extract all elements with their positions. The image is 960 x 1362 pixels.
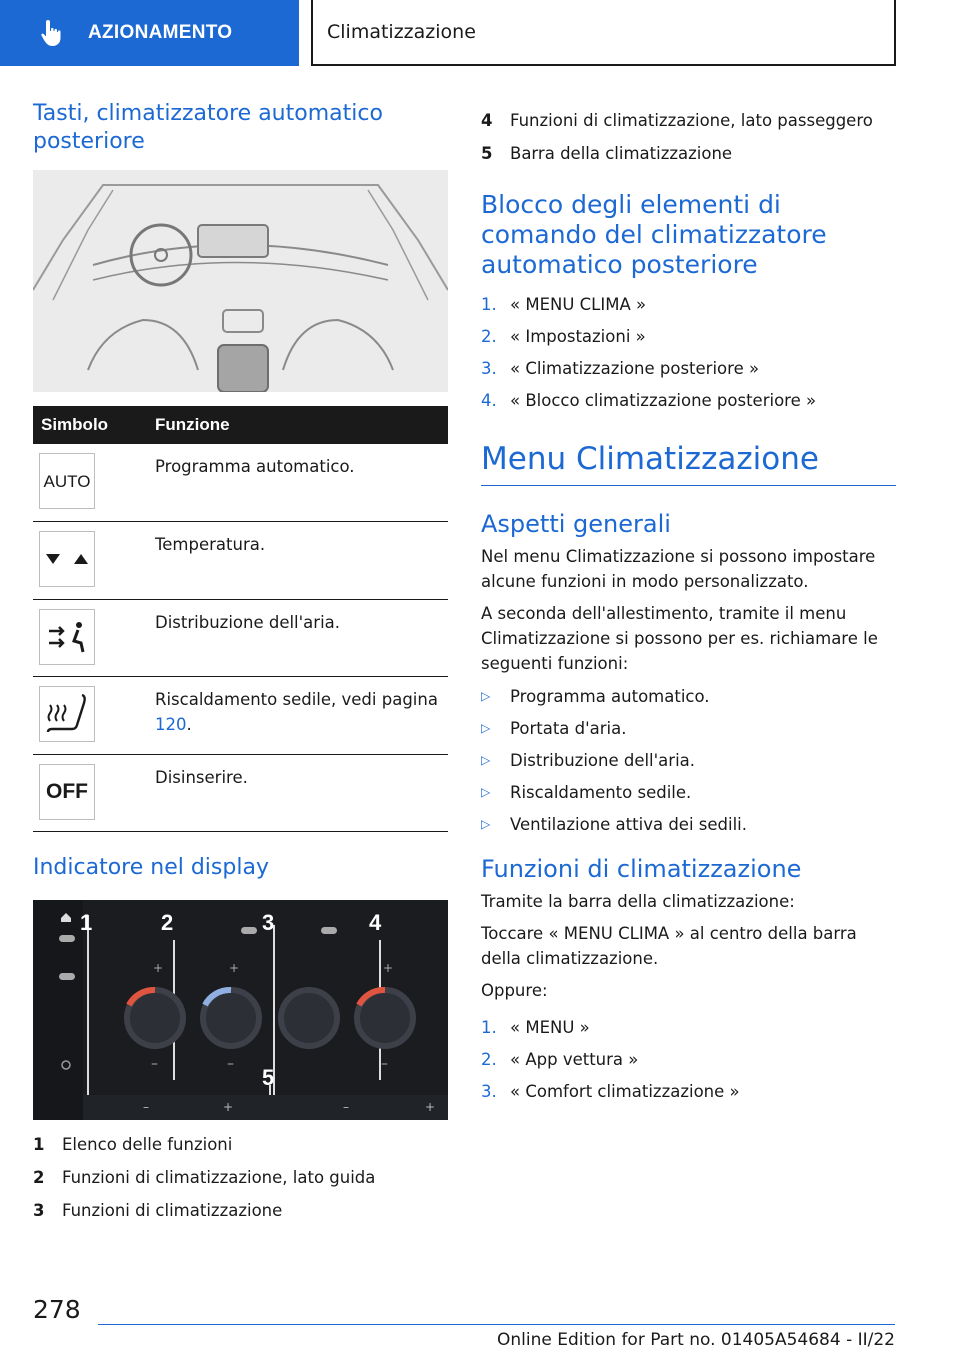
- function-text: Riscaldamento sedile, vedi pagina 120.: [155, 677, 448, 755]
- main-heading-block: [481, 439, 896, 486]
- menu-steps-list: [481, 1015, 896, 1104]
- paragraph: Nel menu Climatizzazione si possono impostare alcune funzioni in modo personalizzato.: [481, 547, 876, 591]
- list-item: 3 Funzioni di climatizzazione: [33, 1201, 283, 1220]
- paragraph: A seconda dell'allestimento, tramite il menu Climatizzazione si possono per es. richiamare le seguenti funzioni:: [481, 604, 878, 673]
- left-column: [33, 100, 448, 1231]
- auto-button-icon: AUTO: [39, 453, 95, 509]
- table-row: [33, 522, 448, 600]
- page-number: 278: [33, 1295, 81, 1324]
- bullet-triangle-icon: ▷: [481, 721, 491, 735]
- air-distribution-icon: [39, 609, 95, 665]
- list-item: 1. « MENU »: [481, 1018, 590, 1037]
- col-header-symbol: Simbolo: [33, 406, 155, 444]
- svg-text:+: +: [383, 961, 394, 975]
- section-title: AZIONAMENTO: [88, 22, 233, 43]
- paragraph: Tramite la barra della climatizzazione:: [481, 892, 795, 911]
- list-item: ▷ Riscaldamento sedile.: [481, 780, 896, 805]
- svg-text:–: –: [143, 1100, 149, 1114]
- callout-1: 1: [80, 910, 93, 935]
- list-item: ▷ Portata d'aria.: [481, 716, 896, 741]
- right-column: [481, 108, 896, 1111]
- heading-control-lock: Blocco degli elementi di comando del climatizzatore automatico posteriore: [481, 190, 827, 279]
- heading-overview: Aspetti generali: [481, 510, 671, 538]
- list-item: 2 Funzioni di climatizzazione, lato guida: [33, 1168, 376, 1187]
- symbol-table: [33, 406, 448, 832]
- climate-display-screenshot: [33, 900, 448, 1120]
- list-item: ▷ Distribuzione dell'aria.: [481, 748, 896, 773]
- lock-steps-list: [481, 292, 896, 413]
- off-button-icon: OFF: [39, 764, 95, 820]
- hand-pointer-icon: [36, 17, 68, 49]
- svg-text:–: –: [343, 1100, 349, 1114]
- footer-divider: [98, 1324, 895, 1325]
- chapter-tab: [311, 0, 896, 66]
- bullet-triangle-icon: ▷: [481, 753, 491, 767]
- display-legend-list: [33, 1132, 448, 1223]
- paragraph: Oppure:: [481, 981, 548, 1000]
- function-bullet-list: [481, 684, 896, 837]
- list-item: ▷ Ventilazione attiva dei sedili.: [481, 812, 896, 837]
- svg-text:+: +: [229, 961, 240, 975]
- rear-climate-illustration: [33, 170, 448, 392]
- list-item: 5 Barra della climatizzazione: [481, 144, 733, 163]
- edition-note: Online Edition for Part no. 01405A54684 - II/22: [496, 1330, 895, 1350]
- callout-4: 4: [369, 910, 382, 935]
- table-row: [33, 444, 448, 522]
- callout-3: 3: [262, 910, 275, 935]
- svg-text:+: +: [153, 961, 164, 975]
- list-item: 3. « Comfort climatizzazione »: [481, 1082, 740, 1101]
- chapter-title: Climatizzazione: [327, 21, 476, 43]
- svg-text:+: +: [425, 1100, 436, 1114]
- list-item: 1 Elenco delle funzioni: [33, 1135, 233, 1154]
- callout-2: 2: [161, 910, 174, 935]
- list-item: 3. « Climatizzazione posteriore »: [481, 359, 760, 378]
- list-item: 2. « Impostazioni »: [481, 327, 646, 346]
- table-row: [33, 599, 448, 677]
- function-text: Temperatura.: [155, 522, 448, 600]
- bullet-triangle-icon: ▷: [481, 785, 491, 799]
- callout-5: 5: [262, 1065, 275, 1090]
- table-row: [33, 677, 448, 755]
- paragraph: Toccare « MENU CLIMA » al centro della barra della climatizzazione.: [481, 924, 857, 968]
- function-text: Distribuzione dell'aria.: [155, 599, 448, 677]
- heading-climate-functions: Funzioni di climatizzazione: [481, 855, 802, 883]
- svg-text:–: –: [227, 1056, 234, 1072]
- bullet-triangle-icon: ▷: [481, 689, 491, 703]
- section-tab: [0, 0, 299, 66]
- svg-text:+: +: [223, 1100, 234, 1114]
- page-link[interactable]: 120: [155, 715, 187, 734]
- bullet-triangle-icon: ▷: [481, 817, 491, 831]
- temperature-arrows-icon: [39, 531, 95, 587]
- table-row: [33, 754, 448, 832]
- function-text: Programma automatico.: [155, 444, 448, 522]
- list-item: 4. « Blocco climatizzazione posteriore »: [481, 391, 817, 410]
- display-legend-list-cont: [481, 108, 896, 166]
- col-header-function: Funzione: [155, 406, 448, 444]
- list-item: 2. « App vettura »: [481, 1050, 639, 1069]
- function-text: Disinserire.: [155, 754, 448, 832]
- heading-rear-climate-buttons: Tasti, climatizzatore automatico posteriore: [33, 101, 383, 154]
- list-item: 4 Funzioni di climatizzazione, lato passeggero: [481, 111, 873, 130]
- seat-heating-icon: [39, 686, 95, 742]
- svg-text:–: –: [381, 1056, 388, 1072]
- heading-climate-menu: Menu Climatizzazione: [481, 441, 819, 477]
- heading-display-indicator: Indicatore nel display: [33, 855, 269, 880]
- list-item: 1. « MENU CLIMA »: [481, 295, 647, 314]
- svg-text:–: –: [151, 1056, 158, 1072]
- list-item: ▷ Programma automatico.: [481, 684, 896, 709]
